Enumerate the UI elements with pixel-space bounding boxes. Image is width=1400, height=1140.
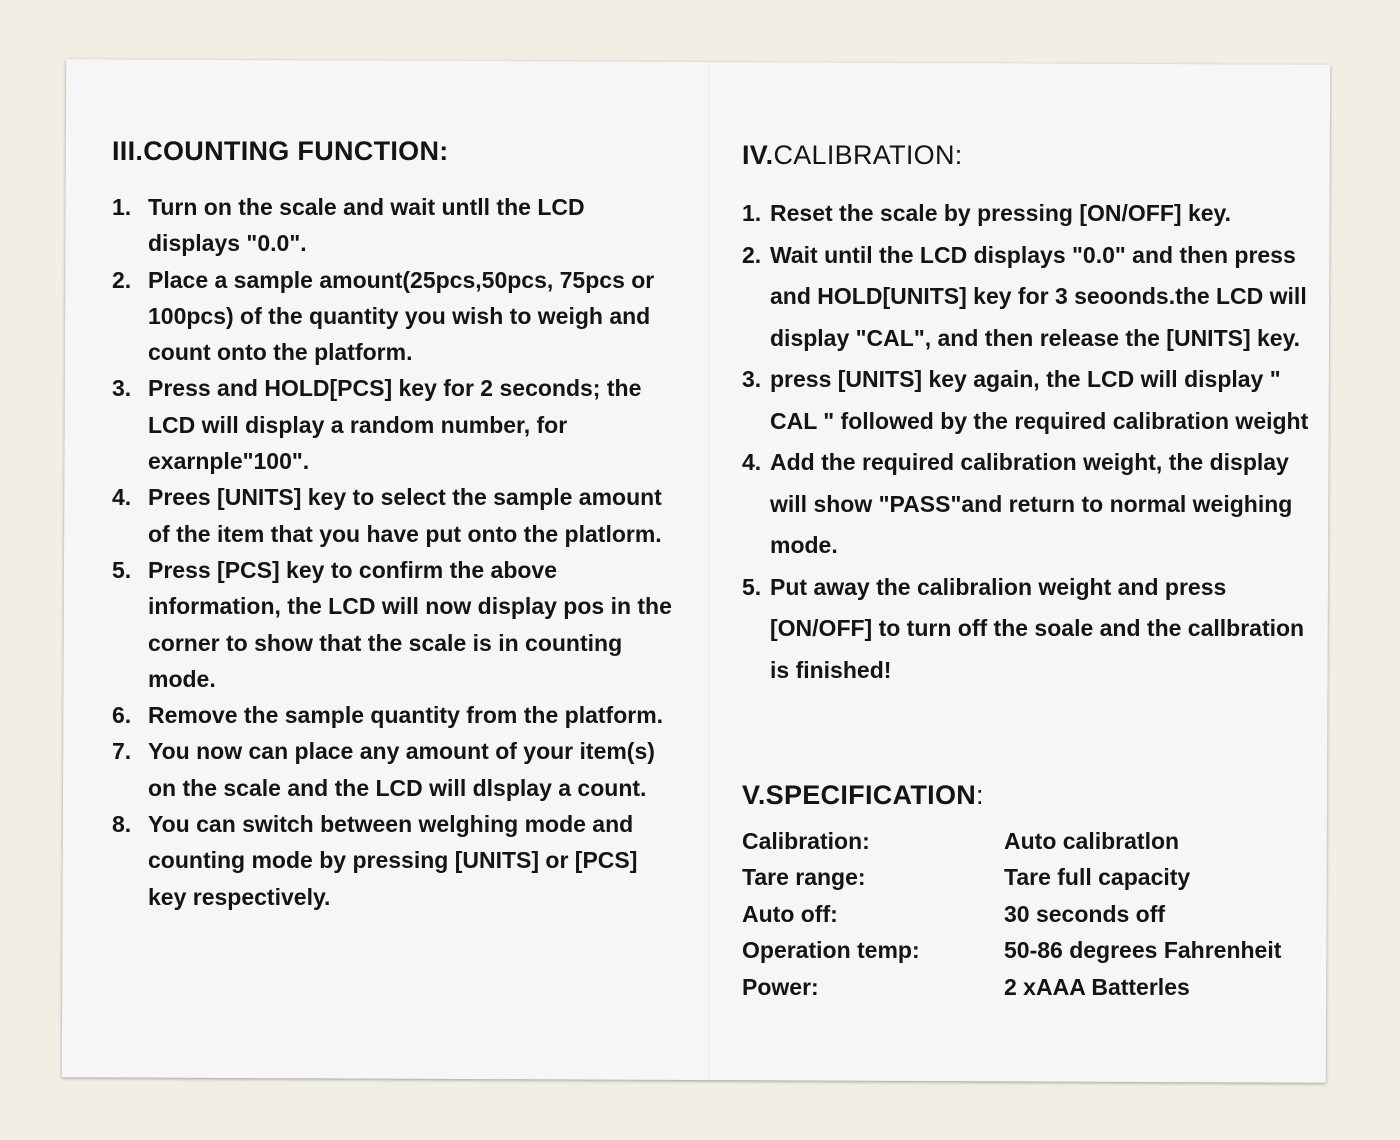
step-number: 1.	[112, 194, 132, 220]
step-text: Prees [UNITS] key to select the sample amount of the item that you have put onto the platlorm.	[148, 484, 662, 547]
step-number: 4.	[742, 449, 762, 475]
list-item	[112, 189, 672, 262]
list-item	[112, 262, 672, 371]
list-item	[742, 235, 1312, 360]
step-text: Reset the scale by pressing [ON/OFF] key.	[770, 200, 1231, 226]
step-text: You can switch between welghing mode and counting mode by pressing [UNITS] or [PCS] key respectively.	[148, 811, 638, 910]
step-text: Press and HOLD[PCS] key for 2 seconds; the LCD will display a random number, for exarnple"100".	[148, 375, 642, 475]
spec-label: Power:	[742, 973, 819, 1000]
spec-value: Auto calibratlon	[1004, 827, 1180, 854]
spec-value: 30 seconds off	[1004, 900, 1166, 927]
list-item	[112, 370, 672, 479]
step-number: 5.	[112, 556, 132, 583]
step-text: press [UNITS] key again, the LCD will display " CAL " followed by the required calibration weight	[770, 366, 1309, 434]
step-number: 3.	[112, 375, 132, 402]
spec-label: Tare range:	[742, 864, 866, 891]
step-text: You now can place any amount of your item(s) on the scale and the LCD will dlsplay a count.	[148, 738, 655, 801]
step-number: 7.	[112, 738, 132, 765]
step-text: Turn on the scale and wait untll the LCD displays "0.0".	[148, 194, 585, 257]
calibration-section	[742, 140, 1312, 691]
spec-label: Operation temp:	[742, 937, 920, 964]
step-text: Add the required calibration weight, the display will show "PASS"and return to normal weighing mode.	[770, 449, 1293, 558]
table-row	[742, 823, 1281, 860]
calibration-heading	[742, 140, 1312, 171]
counting-function-section	[112, 136, 672, 915]
step-number: 1.	[742, 200, 762, 226]
step-text: Place a sample amount(25pcs,50pcs, 75pcs or 100pcs) of the quantity you wish to weigh and count onto the platform.	[148, 266, 655, 366]
counting-steps	[112, 189, 672, 915]
specification-table	[742, 823, 1281, 1006]
list-item	[112, 697, 672, 733]
calibration-heading-text: CALIBRATION:	[773, 140, 963, 170]
specification-heading	[742, 780, 1322, 811]
specification-heading-colon: :	[976, 780, 984, 810]
step-number: 8.	[112, 811, 132, 838]
table-row	[742, 969, 1281, 1006]
calibration-steps	[742, 193, 1312, 691]
step-text: Press [PCS] key to confirm the above information, the LCD will now display pos in the corner to show that the scale is in counting mode.	[148, 556, 672, 692]
step-text: Put away the calibralion weight and press [ON/OFF] to turn off the soale and the callbration is finished!	[770, 573, 1305, 683]
step-number: 2.	[742, 241, 762, 268]
spec-label: Auto off:	[742, 900, 838, 927]
step-text: Wait until the LCD displays "0.0" and then press and HOLD[UNITS] key for 3 seoonds.the LCD will display "CAL", and then release the [UNITS] key.	[770, 241, 1307, 351]
table-row	[742, 860, 1281, 897]
counting-heading: III.COUNTING FUNCTION:	[112, 136, 449, 166]
list-item	[112, 552, 672, 697]
list-item	[742, 193, 1312, 235]
spec-label: Calibration:	[742, 827, 870, 854]
list-item	[742, 567, 1312, 692]
step-number: 2.	[112, 266, 132, 293]
step-number: 3.	[742, 366, 762, 392]
step-number: 5.	[742, 573, 762, 600]
calibration-heading-roman: IV.	[742, 140, 774, 170]
list-item	[742, 442, 1312, 567]
specification-heading-text: V.SPECIFICATION	[742, 780, 977, 810]
specification-section	[742, 780, 1322, 1006]
step-number: 6.	[112, 702, 132, 729]
list-item	[742, 359, 1312, 442]
list-item	[112, 806, 672, 915]
spec-value: Tare full capacity	[1004, 864, 1191, 891]
step-text: Remove the sample quantity from the platform.	[148, 702, 664, 729]
list-item	[112, 733, 672, 806]
step-number: 4.	[112, 484, 132, 511]
table-row	[742, 896, 1281, 933]
list-item	[112, 479, 672, 552]
fold-line	[708, 62, 710, 1080]
table-row	[742, 933, 1281, 970]
spec-value: 50-86 degrees Fahrenheit	[1004, 937, 1282, 964]
spec-value: 2 xAAA Batterles	[1004, 973, 1190, 1000]
